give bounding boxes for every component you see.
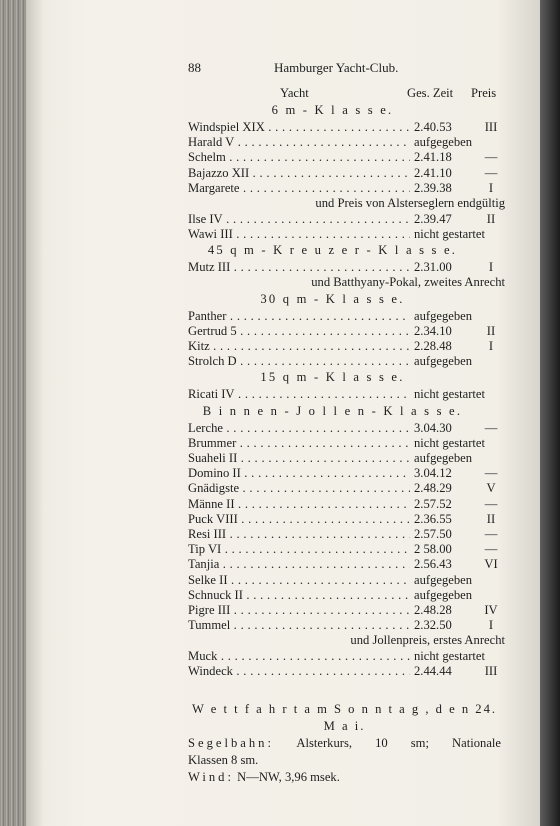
result-row	[160, 603, 505, 618]
prize-rank: I	[488, 618, 494, 633]
yacht-name: Strolch D . . .	[188, 354, 410, 370]
prize-rank: —	[484, 420, 498, 435]
result-row	[160, 260, 505, 275]
race-time: 2.56.43	[414, 557, 452, 572]
result-note: und Jollenpreis, erstes Anrecht	[350, 633, 505, 648]
result-row	[160, 466, 505, 481]
yacht-name: Gnädigste . . .	[188, 481, 410, 497]
prize-rank: II	[486, 211, 496, 226]
yacht-name: Schnuck II . . .	[188, 588, 410, 604]
race-time: aufgegeben	[414, 308, 473, 323]
result-row	[160, 664, 505, 679]
result-row	[160, 451, 505, 466]
yacht-name: Brummer . . .	[188, 436, 410, 452]
race-time: aufgegeben	[414, 135, 473, 150]
yacht-name: Lerche . . .	[188, 421, 410, 437]
result-row	[160, 481, 505, 496]
result-row	[160, 527, 505, 542]
results-list	[160, 103, 505, 679]
column-headers	[160, 86, 505, 102]
result-row	[160, 150, 505, 165]
result-row	[160, 542, 505, 557]
race-time: 2.41.18	[414, 150, 452, 165]
running-title: Hamburger Yacht-Club.	[274, 60, 399, 75]
race-time: 2.39.38	[414, 180, 452, 195]
running-header	[160, 56, 505, 84]
race-time: 2.57.52	[414, 496, 452, 511]
yacht-name: Tanjia . . .	[188, 557, 410, 573]
result-row	[160, 649, 505, 664]
course-label: Segelbahn:	[188, 736, 274, 751]
yacht-name: Ricati IV . . .	[188, 387, 410, 403]
yacht-name: Gertrud 5 . . .	[188, 324, 410, 340]
yacht-name: Panther . . .	[188, 309, 410, 325]
result-row	[160, 421, 505, 436]
result-row	[160, 120, 505, 135]
yacht-name: Bajazzo XII . . .	[188, 166, 410, 182]
yacht-name: Tip VI . . .	[188, 542, 410, 558]
yacht-name: Suaheli II . . .	[188, 451, 410, 467]
yacht-name: Pigre III . . .	[188, 603, 410, 619]
race-time: nicht gestartet	[414, 226, 485, 241]
yacht-name: Männe II . . .	[188, 497, 410, 513]
result-row	[160, 339, 505, 354]
race-time: 2.57.50	[414, 526, 452, 541]
prize-rank: III	[484, 664, 498, 679]
yacht-name: Harald V . . .	[188, 135, 410, 151]
result-row	[160, 387, 505, 402]
result-row	[160, 212, 505, 227]
yacht-name: Wawi III . . .	[188, 227, 410, 243]
page-number: 88	[188, 60, 201, 75]
prize-rank: III	[484, 120, 498, 134]
course-line-2: Klassen 8 sm.	[188, 753, 259, 768]
result-row	[160, 573, 505, 588]
prize-rank: I	[488, 259, 494, 274]
race-time: nicht gestartet	[414, 387, 485, 402]
yacht-name: Tummel . . .	[188, 618, 410, 634]
yacht-name: Resi III . . .	[188, 527, 410, 543]
yacht-name: Ilse IV . . .	[188, 212, 410, 228]
prize-rank: —	[484, 466, 498, 481]
race-time: 2.28.48	[414, 339, 452, 354]
class-heading: B i n n e n - J o l l e n - K l a s s e.	[202, 403, 463, 418]
result-row	[160, 436, 505, 451]
race-time: 2.40.53	[414, 120, 452, 134]
prize-rank: —	[484, 165, 498, 180]
yacht-name: Windeck . . .	[188, 664, 410, 680]
race-time: 2.39.47	[414, 211, 452, 226]
class-heading: 30 q m - K l a s s e.	[260, 291, 405, 306]
result-row	[160, 354, 505, 369]
result-row	[160, 309, 505, 324]
course-text: Alsterkurs, 10 sm; Nationale	[296, 736, 501, 751]
race-time: 2.32.50	[414, 618, 452, 633]
race-time: aufgegeben	[414, 354, 473, 369]
race-time: aufgegeben	[414, 451, 473, 465]
result-row	[160, 557, 505, 572]
race-time: aufgegeben	[414, 587, 473, 602]
race-time: nicht gestartet	[414, 648, 485, 663]
prize-rank: —	[484, 496, 498, 511]
race-time: aufgegeben	[414, 572, 473, 587]
result-row	[160, 181, 505, 196]
wind-line	[188, 769, 501, 786]
result-row	[160, 324, 505, 339]
result-row	[160, 135, 505, 150]
class-heading: 6 m - K l a s s e.	[271, 103, 394, 117]
result-note: und Batthyany-Pokal, zweites Anrecht	[311, 275, 505, 290]
race-time: 2.41.10	[414, 165, 452, 180]
prize-rank: I	[488, 180, 494, 195]
prize-rank: —	[484, 542, 498, 557]
prize-rank: I	[488, 339, 494, 354]
race-time: 2.48.28	[414, 602, 452, 617]
class-heading: 45 q m - K r e u z e r - K l a s s e.	[207, 242, 458, 257]
result-row	[160, 512, 505, 527]
wind-label: Wind:	[188, 770, 234, 785]
race-time: 2.48.29	[414, 481, 452, 496]
race-time: 3.04.30	[414, 420, 452, 435]
race-time: 2.36.55	[414, 511, 452, 526]
page-content	[160, 56, 505, 786]
result-row	[160, 227, 505, 242]
result-row	[160, 497, 505, 512]
yacht-name: Margarete . . .	[188, 181, 410, 197]
prize-rank: IV	[484, 602, 498, 617]
result-note: und Preis von Alsterseglern endgültig	[315, 195, 505, 210]
regatta-footer	[188, 701, 501, 786]
race-heading: W e t t f a h r t a m S o n n t a g , d e n 24. M a i.	[191, 702, 498, 734]
prize-rank: II	[486, 323, 496, 338]
column-time: Ges. Zeit	[407, 86, 454, 100]
yacht-name: Domino II . . .	[188, 466, 410, 482]
book-spine	[0, 0, 28, 826]
wind-text: N—NW, 3,96 msek.	[237, 770, 340, 785]
race-time: 2 58.00	[414, 542, 452, 557]
prize-rank: V	[486, 481, 496, 496]
page-edge-shadow	[540, 0, 560, 826]
yacht-name: Schelm . . .	[188, 150, 410, 166]
prize-rank: VI	[484, 557, 498, 572]
result-row	[160, 166, 505, 181]
yacht-name: Mutz III . . .	[188, 260, 410, 276]
yacht-name: Kitz . . .	[188, 339, 410, 355]
prize-rank: II	[486, 511, 496, 526]
column-yacht: Yacht	[280, 86, 309, 100]
race-time: 2.31.00	[414, 259, 452, 274]
race-time: 2.44.44	[414, 664, 452, 679]
yacht-name: Windspiel XIX . . .	[188, 120, 410, 136]
result-row	[160, 588, 505, 603]
prize-rank: —	[484, 526, 498, 541]
column-prize: Preis	[471, 86, 497, 100]
yacht-name: Muck . . .	[188, 649, 410, 665]
yacht-name: Selke II . . .	[188, 573, 410, 589]
result-row	[160, 618, 505, 633]
yacht-name: Puck VIII . . .	[188, 512, 410, 528]
race-time: 3.04.12	[414, 466, 452, 481]
race-time: nicht gestartet	[414, 435, 485, 450]
course-line	[188, 735, 501, 752]
class-heading: 15 q m - K l a s s e.	[260, 370, 405, 385]
prize-rank: —	[484, 150, 498, 165]
race-time: 2.34.10	[414, 323, 452, 338]
